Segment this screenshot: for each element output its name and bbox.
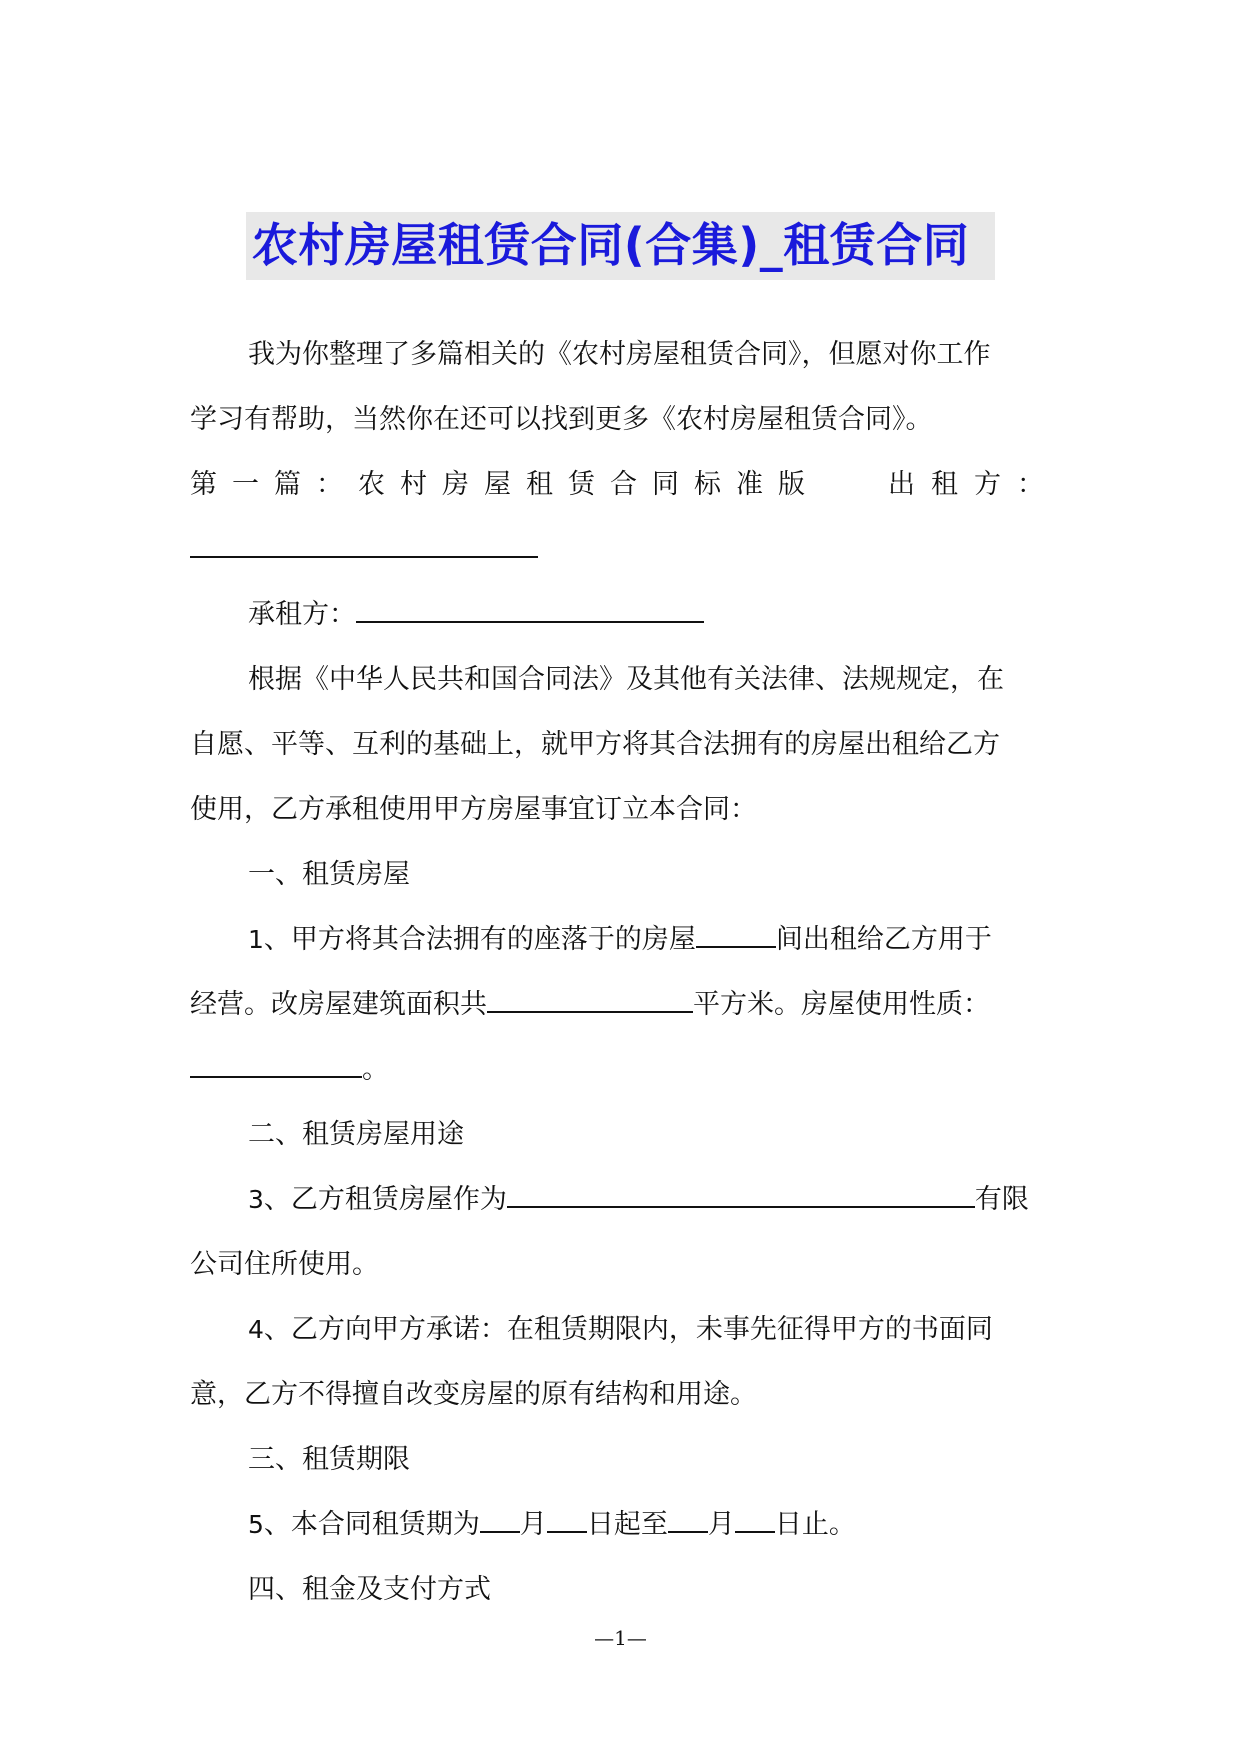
clause-1-text-b: 间出租给乙方用于: [775, 924, 992, 955]
end-month-blank: [668, 1505, 708, 1533]
basis-line-2: 自愿、平等、互利的基础上，就甲方将其合法拥有的房屋出租给乙方: [190, 729, 1000, 760]
chapter-heading-part2: 出租方：: [888, 469, 1060, 500]
clause-1-text-d: 平方米。房屋使用性质：: [693, 989, 990, 1020]
clause-5-text-a: 、本合同租赁期为: [263, 1509, 480, 1540]
clause-3-number: 3: [248, 1185, 264, 1214]
clause-4-line-1: [190, 1297, 1060, 1362]
lessee-label: 承租方：: [248, 599, 356, 630]
basis-line-1: 根据《中华人民共和国合同法》及其他有关法律、法规规定，在: [248, 664, 1004, 695]
clause-1-line-2: [190, 972, 1060, 1037]
clause-5-number: 5: [248, 1510, 264, 1539]
end-day-blank: [735, 1505, 775, 1533]
clause-4-line-2: 意，乙方不得擅自改变房屋的原有结构和用途。: [190, 1379, 757, 1410]
start-day-blank: [547, 1505, 587, 1533]
page-number: —1—: [594, 1626, 647, 1650]
clause-4-number: 4: [248, 1315, 264, 1344]
lessor-blank-line: [190, 517, 1060, 582]
clause-1-text-c: 经营。改房屋建筑面积共: [190, 989, 487, 1020]
clause-5-line: [190, 1492, 1060, 1557]
clause-5-text-d: 月: [707, 1509, 735, 1540]
section-1-heading: 一、租赁房屋: [248, 859, 410, 890]
section-2-heading: 二、租赁房屋用途: [248, 1119, 464, 1150]
clause-1-line-3: [190, 1037, 1060, 1102]
document-title: 农村房屋租赁合同(合集)_租赁合同: [246, 212, 996, 280]
start-month-blank: [480, 1505, 520, 1533]
clause-1-text-a: 、甲方将其合法拥有的座落于的房屋: [263, 924, 696, 955]
chapter-heading-line: [190, 452, 1060, 517]
clause-5-text-c: 日起至: [586, 1509, 668, 1540]
clause-3-line-1: [190, 1167, 1060, 1232]
usage-nature-blank: [190, 1050, 362, 1078]
clause-1-number: 1: [248, 925, 264, 954]
lessee-line: [190, 582, 1060, 647]
basis-line-3: 使用，乙方承租使用甲方房屋事宜订立本合同：: [190, 794, 757, 825]
clause-3-line-2: 公司住所使用。: [190, 1249, 379, 1280]
lessee-blank: [356, 595, 704, 623]
section-4-heading: 四、租金及支付方式: [248, 1574, 491, 1605]
clause-5-text-b: 月: [519, 1509, 547, 1540]
lessor-blank: [190, 530, 538, 558]
chapter-heading-part1: 第一篇：农村房屋租赁合同标准版: [190, 469, 820, 500]
clause-5-text-e: 日止。: [774, 1509, 856, 1540]
intro-line-2: 学习有帮助，当然你在还可以找到更多《农村房屋租赁合同》。: [190, 404, 933, 435]
document-body: [190, 322, 1060, 1622]
room-count-blank: [696, 920, 776, 948]
section-3-heading: 三、租赁期限: [248, 1444, 410, 1475]
clause-1-period: 。: [362, 1054, 389, 1085]
clause-1-line-1: [190, 907, 1060, 972]
company-name-blank: [507, 1180, 975, 1208]
clause-3-text-b: 有限: [974, 1184, 1029, 1215]
clause-3-text-a: 、乙方租赁房屋作为: [263, 1184, 507, 1215]
area-blank: [487, 985, 693, 1013]
intro-line-1: 我为你整理了多篇相关的《农村房屋租赁合同》，但愿对你工作: [248, 339, 991, 370]
clause-4-text-a: 、乙方向甲方承诺：在租赁期限内，未事先征得甲方的书面同: [263, 1314, 993, 1345]
title-container: [0, 212, 1241, 280]
